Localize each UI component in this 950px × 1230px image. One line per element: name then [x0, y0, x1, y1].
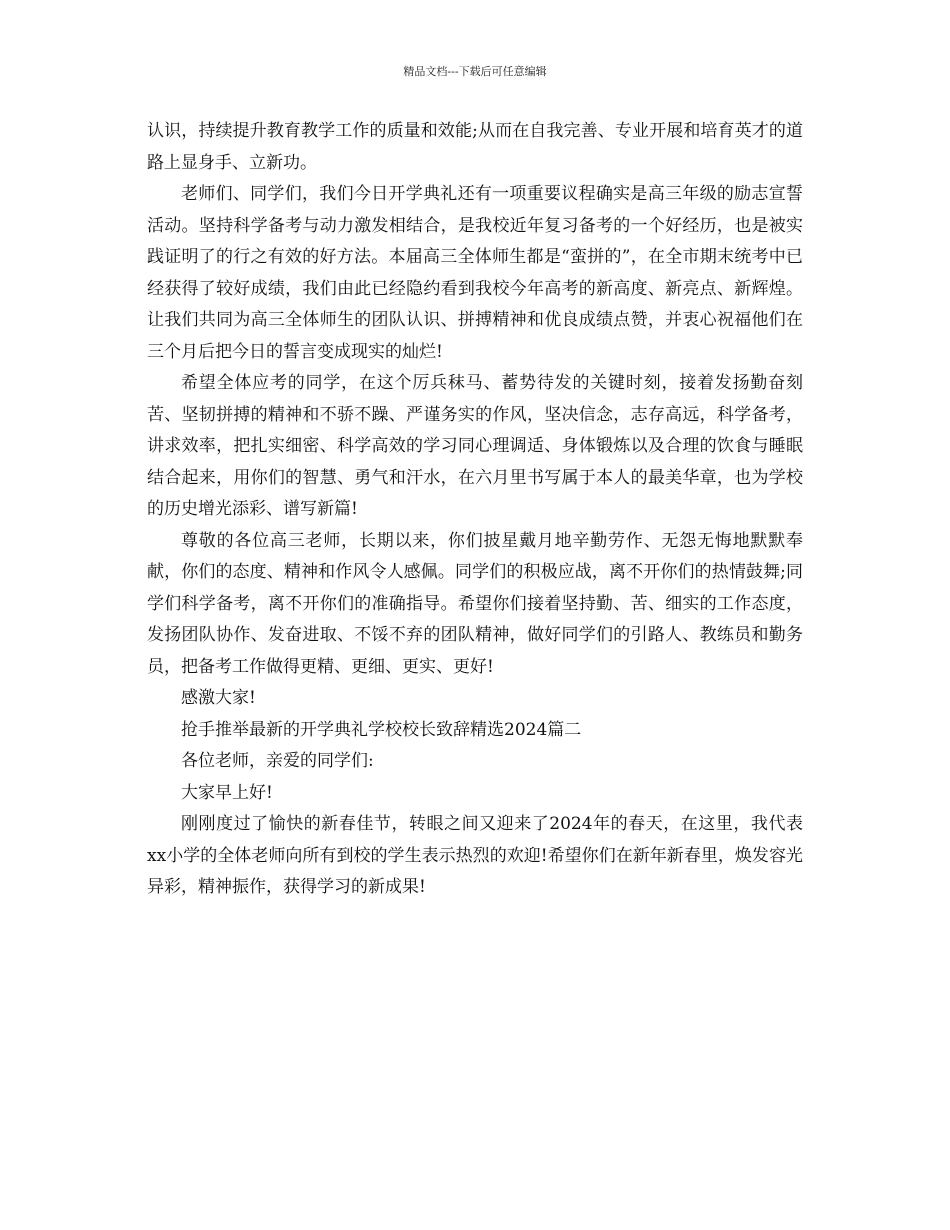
paragraph-9: 刚刚度过了愉快的新春佳节，转眼之间又迎来了2024年的春天，在这里，我代表xx小学的全体老师向所有到校的学生表示热烈的欢迎!希望你们在新年新春里，焕发容光异彩，精神振作，获得学习的新成果! — [147, 814, 803, 897]
page-header: 精品文档---下载后可任意编辑 — [403, 65, 547, 78]
paragraph-5: 感激大家! — [181, 688, 256, 708]
paragraph-2: 老师们、同学们，我们今日开学典礼还有一项重要议程确实是高三年级的励志宣誓活动。坚持科学备考与动力激发相结合，是我校近年复习备考的一个好经历，也是被实践证明了的行之有效的好方法。本届高三全体师生都是“蛮拼的”，在全市期末统考中已经获得了较好成绩，我们由此已经隐约看到我校今年高考的新高度、新亮点、新辉煌。让我们共同为高三全体师生的团队认识、拼搏精神和优良成绩点赞，并衷心祝福他们在三个月后把今日的誓言变成现实的灿烂! — [147, 184, 803, 362]
paragraph-1: 认识，持续提升教育教学工作的质量和效能;从而在自我完善、专业开展和培育英才的道路上显身手、立新功。 — [147, 121, 803, 173]
greeting: 大家早上好! — [181, 782, 273, 803]
paragraph-4: 尊敬的各位高三老师，长期以来，你们披星戴月地辛勤劳作、无怨无悔地默默奉献，你们的态度、精神和作风令人感佩。同学们的积极应战，离不开你们的热情鼓舞;同学们科学备考，离不开你们的准确指导。希望你们接着坚持勤、苦、细实的工作态度，发扬团队协作、发奋进取、不馁不弃的团队精神，做好同学们的引路人、教练员和勤务员，把备考工作做得更精、更细、更实、更好! — [147, 530, 803, 677]
salutation: 各位老师，亲爱的同学们: — [181, 751, 374, 771]
section-heading: 抢手推举最新的开学典礼学校校长致辞精选2024篇二 — [181, 719, 582, 740]
paragraph-3: 希望全体应考的同学，在这个厉兵秣马、蓄势待发的关键时刻，接着发扬勤奋刻苦、坚韧拼搏的精神和不骄不躁、严谨务实的作风，坚决信念，志存高远，科学备考，讲求效率，把扎实细密、科学高效的学习同心理调适、身体锻炼以及合理的饮食与睡眠结合起来，用你们的智慧、勇气和汗水，在六月里书写属于本人的最美华章，也为学校的历史增光添彩、谱写新篇! — [147, 373, 803, 519]
document-body — [147, 116, 803, 904]
